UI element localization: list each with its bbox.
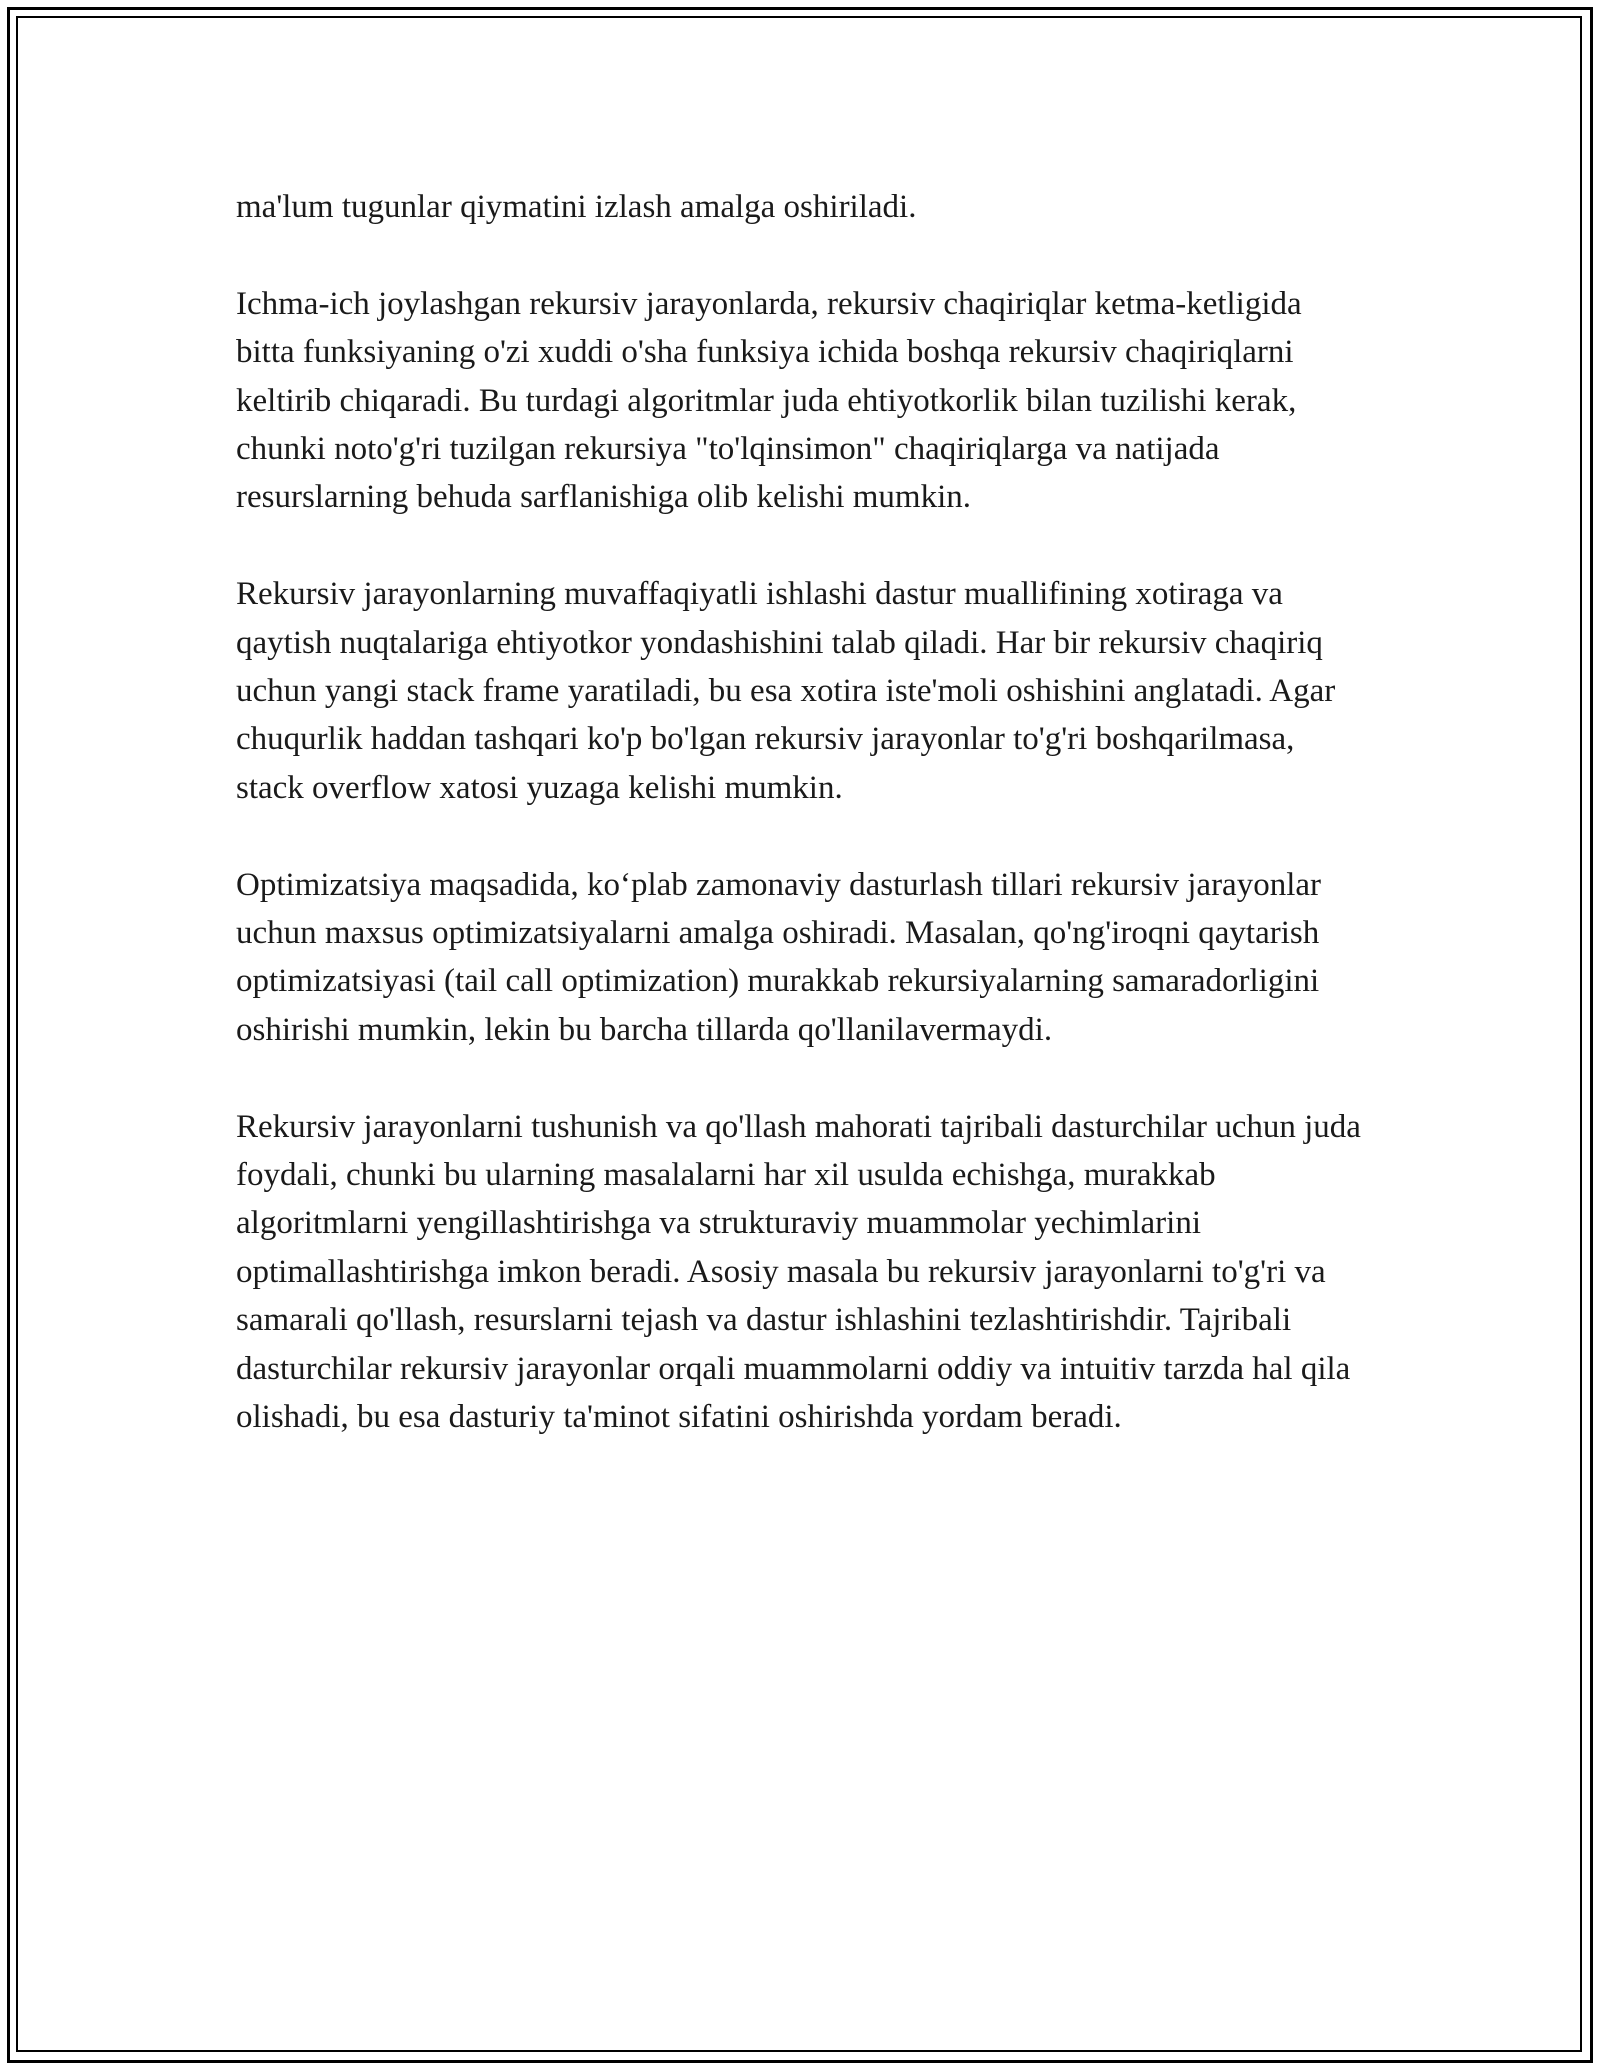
- document-body: [236, 183, 1366, 1442]
- paragraph: ma'lum tugunlar qiymatini izlash amalga oshiriladi.: [236, 189, 917, 225]
- paragraph: Optimizatsiya maqsadida, ko‘plab zamonaviy dasturlash tillari rekursiv jarayonlar uchun maxsus optimizatsiyalarni amalga oshiradi. Masalan, qo'ng'iroqni qaytarish optimizatsiyasi (tail call optimization) murakkab rekursiyalarning samaradorligini oshirishi mumkin, lekin bu barcha tillarda qo'llanilavermaydi.: [236, 866, 1322, 1048]
- paragraph: Rekursiv jarayonlarni tushunish va qo'llash mahorati tajribali dasturchilar uchun juda foydali, chunki bu ularning masalalarni har xil usulda echishga, murakkab algoritmlarni yengillashtirishga va strukturaviy muammolar yechimlarini optimallashtirishga imkon beradi. Asosiy masala bu rekursiv jarayonlarni to'g'ri va samarali qo'llash, resurslarni tejash va dastur ishlashini tezlashtirishdir. Tajribali dasturchilar rekursiv jarayonlar orqali muammolarni oddiy va intuitiv tarzda hal qila olishadi, bu esa dasturiy ta'minot sifatini oshirishda yordam beradi.: [236, 1108, 1361, 1436]
- paragraph: Rekursiv jarayonlarning muvaffaqiyatli ishlashi dastur muallifining xotiraga va qaytish nuqtalariga ehtiyotkor yondashishini talab qiladi. Har bir rekursiv chaqiriq uchun yangi stack frame yaratiladi, bu esa xotira iste'moli oshishini anglatadi. Agar chuqurlik haddan tashqari ko'p bo'lgan rekursiv jarayonlar to'g'ri boshqarilmasa, stack overflow xatosi yuzaga kelishi mumkin.: [236, 576, 1336, 806]
- paragraph: Ichma-ich joylashgan rekursiv jarayonlarda, rekursiv chaqiriqlar ketma-ketligida bitta funksiyaning o'zi xuddi o'sha funksiya ichida boshqa rekursiv chaqiriqlarni keltirib chiqaradi. Bu turdagi algoritmlar juda ehtiyotkorlik bilan tuzilishi kerak, chunki noto'g'ri tuzilgan rekursiya "to'lqinsimon" chaqiriqlarga va natijada resurslarning behuda sarflanishiga olib kelishi mumkin.: [236, 285, 1302, 516]
